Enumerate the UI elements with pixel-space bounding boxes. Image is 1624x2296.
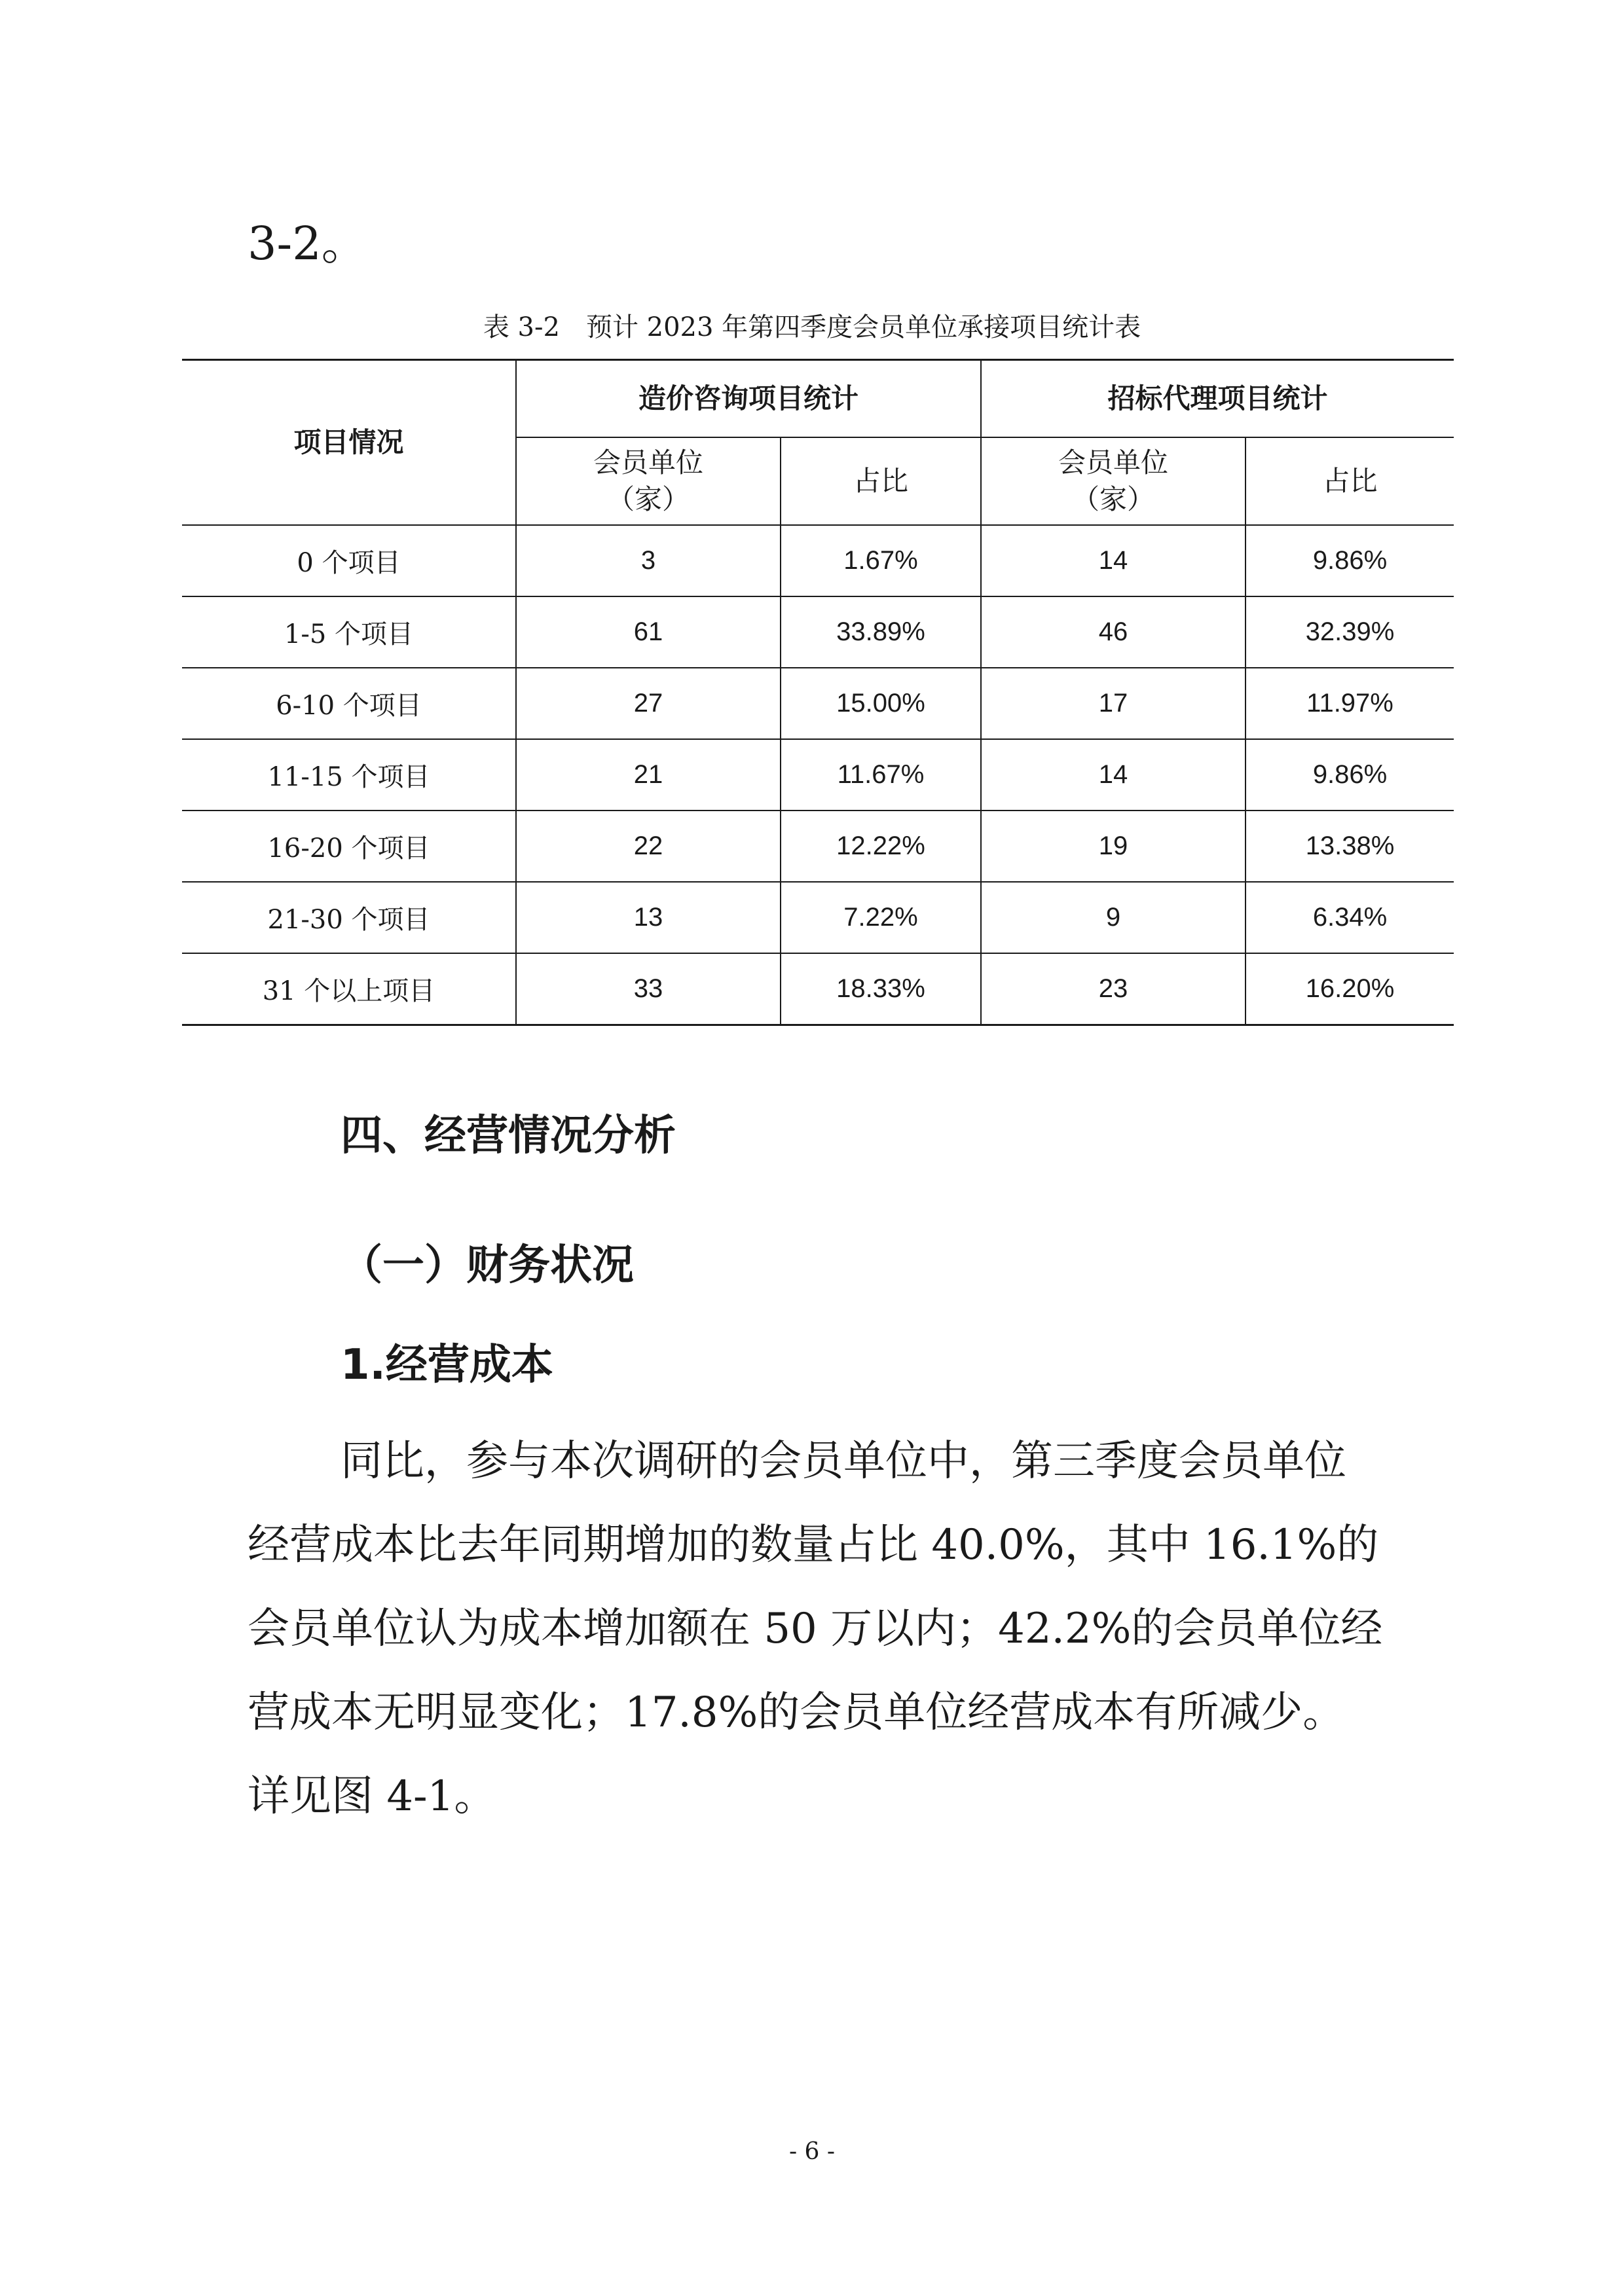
bid-ratio-cell: 16.20% (1246, 953, 1454, 1025)
row-label: 11-15 个项目 (182, 739, 516, 811)
bid-ratio-cell: 9.86% (1246, 739, 1454, 811)
subheader-units-line1: 会员单位 (1058, 446, 1169, 479)
bid-ratio-cell: 6.34% (1246, 882, 1454, 953)
paragraph-line: 营成本无明显变化；17.8%的会员单位经营成本有所减少。 (248, 1688, 1345, 1737)
bid-ratio-cell: 11.97% (1246, 668, 1454, 739)
cost-units-cell: 22 (516, 811, 781, 882)
cost-ratio-cell: 11.67% (781, 739, 981, 811)
cost-ratio-cell: 33.89% (781, 596, 981, 668)
section-heading: 四、经营情况分析 (341, 1112, 676, 1160)
group-header-cost-consulting: 造价咨询项目统计 (516, 360, 981, 437)
cost-units-cell: 3 (516, 525, 781, 596)
group-header-bid-agency: 招标代理项目统计 (981, 360, 1454, 437)
project-statistics-table (182, 359, 1454, 1026)
cost-units-cell: 21 (516, 739, 781, 811)
continuation-text: 3-2。 (248, 217, 367, 270)
cost-units-cell: 27 (516, 668, 781, 739)
subheader-units-line2: （家） (1072, 483, 1155, 515)
table-row (182, 525, 1454, 596)
table-row (182, 882, 1454, 953)
subheader-bid-ratio: 占比 (1246, 437, 1454, 525)
table-caption: 表 3-2 预计 2023 年第四季度会员单位承接项目统计表 (483, 312, 1141, 342)
cost-units-cell: 61 (516, 596, 781, 668)
bid-units-cell: 9 (981, 882, 1246, 953)
table-row (182, 596, 1454, 668)
bid-ratio-cell: 13.38% (1246, 811, 1454, 882)
subheader-cost-ratio: 占比 (781, 437, 981, 525)
bid-units-cell: 19 (981, 811, 1246, 882)
table-header-row (182, 360, 1454, 437)
paragraph-line: 会员单位认为成本增加额在 50 万以内；42.2%的会员单位经 (248, 1605, 1383, 1653)
body-paragraph (248, 1419, 1393, 1838)
subheader-bid-units (981, 437, 1246, 525)
bid-units-cell: 14 (981, 739, 1246, 811)
cost-ratio-cell: 1.67% (781, 525, 981, 596)
page-number: - 6 - (788, 2138, 836, 2165)
bid-units-cell: 46 (981, 596, 1246, 668)
subheader-cost-units (516, 437, 781, 525)
paragraph-line: 经营成本比去年同期增加的数量占比 40.0%，其中 16.1%的 (248, 1521, 1379, 1569)
cost-ratio-cell: 15.00% (781, 668, 981, 739)
row-label: 21-30 个项目 (182, 882, 516, 953)
bid-ratio-cell: 32.39% (1246, 596, 1454, 668)
subheader-units-line1: 会员单位 (593, 446, 703, 479)
cost-ratio-cell: 18.33% (781, 953, 981, 1025)
bid-units-cell: 17 (981, 668, 1246, 739)
cost-units-cell: 13 (516, 882, 781, 953)
row-header-cell: 项目情况 (182, 360, 516, 525)
row-label: 31 个以上项目 (182, 953, 516, 1025)
item-heading: 1.经营成本 (341, 1341, 553, 1389)
paragraph-line: 同比，参与本次调研的会员单位中，第三季度会员单位 (341, 1437, 1346, 1485)
cost-ratio-cell: 12.22% (781, 811, 981, 882)
table-row (182, 668, 1454, 739)
row-label: 1-5 个项目 (182, 596, 516, 668)
table-row (182, 739, 1454, 811)
row-label: 6-10 个项目 (182, 668, 516, 739)
row-label: 16-20 个项目 (182, 811, 516, 882)
paragraph-line: 详见图 4-1。 (248, 1772, 496, 1821)
cost-units-cell: 33 (516, 953, 781, 1025)
subsection-heading: （一）财务状况 (341, 1241, 634, 1290)
bid-ratio-cell: 9.86% (1246, 525, 1454, 596)
row-label: 0 个项目 (182, 525, 516, 596)
table-row (182, 811, 1454, 882)
table-row (182, 953, 1454, 1025)
subheader-units-line2: （家） (606, 483, 690, 515)
bid-units-cell: 14 (981, 525, 1246, 596)
bid-units-cell: 23 (981, 953, 1246, 1025)
cost-ratio-cell: 7.22% (781, 882, 981, 953)
